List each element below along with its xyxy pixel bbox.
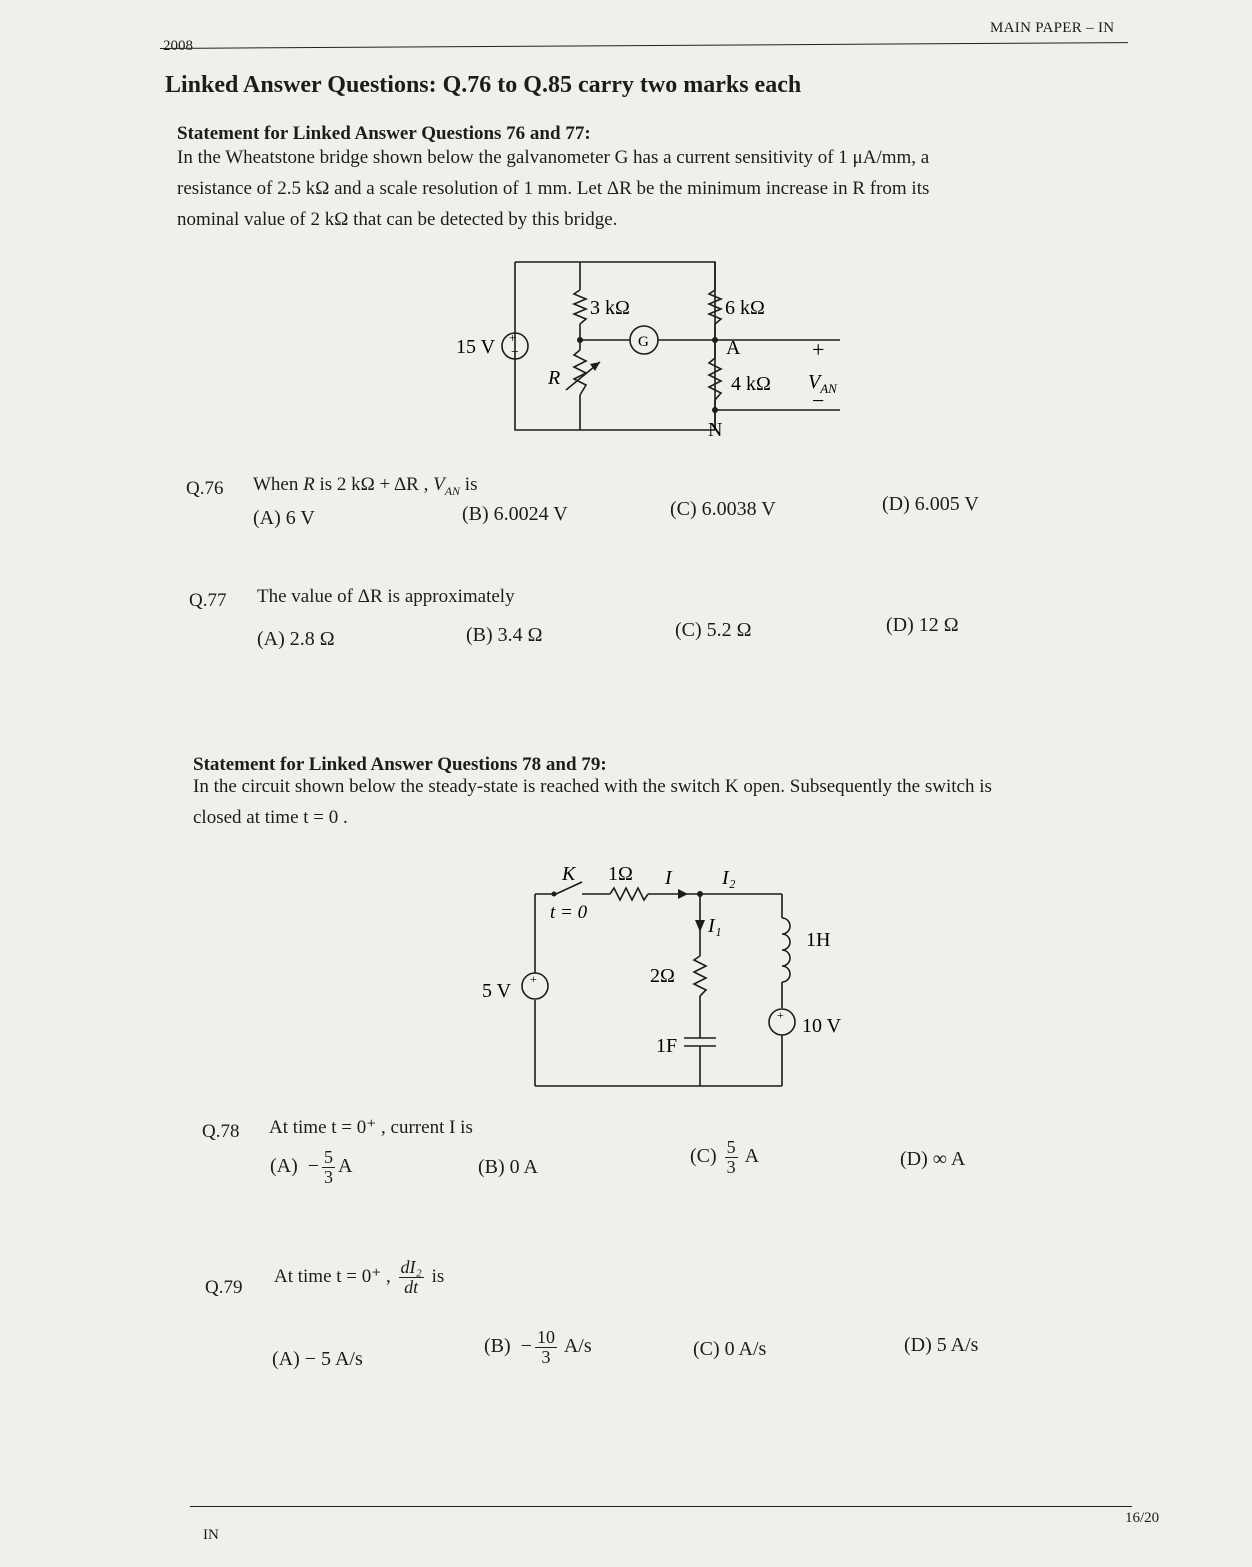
label-plus: + <box>812 337 825 362</box>
q77-number: Q.77 <box>189 590 227 611</box>
resistor-2ohm-icon <box>694 956 706 996</box>
current-i-arrow <box>678 889 688 899</box>
q79-option-a[interactable]: (A) − 5 A/s <box>272 1348 363 1370</box>
label-1ohm: 1Ω <box>608 863 633 885</box>
label-5v: 5 V <box>482 980 512 1002</box>
source-voltage-label: 15 V <box>456 336 496 358</box>
label-2ohm: 2Ω <box>650 965 675 987</box>
q79-number: Q.79 <box>205 1277 243 1298</box>
q79-option-c[interactable]: (C) 0 A/s <box>693 1338 767 1360</box>
footer-rule <box>190 1506 1132 1507</box>
source-plus-sign: + <box>509 330 517 345</box>
statement-78-79-body <box>193 771 1113 833</box>
label-inductor: 1H <box>806 929 831 951</box>
statement-76-77-line1: In the Wheatstone bridge shown below the galvanometer G has a current sensitivity of 1 μA/mm, a <box>177 147 930 168</box>
q78-text: At time t = 0⁺ , current I is <box>269 1117 473 1138</box>
label-node-n: N <box>708 419 723 440</box>
label-g: G <box>638 334 649 350</box>
q76-number: Q.76 <box>186 478 224 499</box>
label-current-i: I <box>665 867 672 889</box>
bridge-top-right-wire <box>515 262 715 430</box>
label-minus: − <box>812 388 825 413</box>
resistor-1ohm-icon <box>610 888 648 900</box>
q79-option-d[interactable]: (D) 5 A/s <box>904 1334 979 1356</box>
source-minus-sign: − <box>511 345 519 360</box>
q78-number: Q.78 <box>202 1121 240 1142</box>
wheatstone-bridge-diagram <box>440 250 860 440</box>
q78-option-c[interactable]: (C) $\frac{5}{3}$ A <box>690 1137 760 1177</box>
q76-option-a[interactable]: (A) 6 V <box>253 507 315 529</box>
page-number: 16/20 <box>1125 1510 1160 1526</box>
label-4k: 4 kΩ <box>731 373 771 395</box>
paper-title: MAIN PAPER – IN <box>990 20 1115 36</box>
statement-76-77-line3: nominal value of 2 kΩ that can be detected by this bridge. <box>177 209 618 230</box>
statement-76-77-line2: resistance of 2.5 kΩ and a scale resolution of 1 mm. Let ΔR be the minimum increase in R from its <box>177 178 930 199</box>
q78-option-b[interactable]: (B) 0 A <box>478 1156 538 1178</box>
label-r: R <box>548 367 561 389</box>
footer-code: IN <box>203 1527 219 1543</box>
label-3k: 3 kΩ <box>590 297 630 319</box>
q76-option-b[interactable]: (B) 6.0024 V <box>462 503 568 525</box>
header-rule <box>160 42 1128 49</box>
q79-option-b[interactable]: (B) − $\frac{10}{3}$ A/s <box>484 1327 592 1367</box>
q78-option-d[interactable]: (D) ∞ A <box>900 1148 966 1170</box>
label-6k: 6 kΩ <box>725 297 765 319</box>
q77-option-b[interactable]: (B) 3.4 Ω <box>466 624 543 646</box>
current-i1-arrow <box>695 920 705 932</box>
q79-text: At time t = 0⁺ , $\frac{\text{dI₂}}{dt}$ is <box>274 1257 445 1297</box>
statement-78-79-line2: closed at time t = 0 . <box>193 807 348 828</box>
statement-78-79-line1: In the circuit shown below the steady-state is reached with the switch K open. Subsequently the switch is <box>193 776 992 797</box>
label-current-i2: I₂ <box>722 867 736 889</box>
q76-text: When R is 2 kΩ + ΔR , $V_{AN}$ is <box>253 474 478 498</box>
year-label: 2008 <box>163 38 193 54</box>
label-switch-k: K <box>562 863 576 885</box>
resistor-r-icon <box>574 350 586 395</box>
label-vout: $V_{AN}$ <box>808 371 837 396</box>
statement-76-77-heading: Statement for Linked Answer Questions 76 and 77: <box>177 123 591 144</box>
bridge-left-bottom-wire <box>515 262 715 430</box>
q76-option-d[interactable]: (D) 6.005 V <box>882 493 979 515</box>
label-node-a: A <box>726 337 741 359</box>
statement-78-79-heading: Statement for Linked Answer Questions 78 and 79: <box>193 754 607 775</box>
label-10v: 10 V <box>802 1015 842 1037</box>
q78-option-a[interactable]: (A) − $\frac{5}{3}$ A <box>270 1147 353 1187</box>
section-title: Linked Answer Questions: Q.76 to Q.85 carry two marks each <box>165 72 802 98</box>
q76-option-c[interactable]: (C) 6.0038 V <box>670 498 776 520</box>
q77-option-a[interactable]: (A) 2.8 Ω <box>257 628 335 650</box>
inductor-icon <box>782 918 790 982</box>
q77-option-d[interactable]: (D) 12 Ω <box>886 614 959 636</box>
label-current-i1: I₁ <box>708 915 722 937</box>
label-capacitor: 1F <box>656 1035 678 1057</box>
source10-plus: + <box>777 1008 784 1022</box>
resistor-3k-icon <box>574 290 586 324</box>
label-t0: t = 0 <box>550 902 588 923</box>
switched-circuit-diagram <box>470 858 860 1093</box>
q77-option-c[interactable]: (C) 5.2 Ω <box>675 619 752 641</box>
q77-text: The value of ΔR is approximately <box>257 586 515 607</box>
source5-plus: + <box>530 972 537 986</box>
statement-76-77-body <box>177 142 1112 235</box>
